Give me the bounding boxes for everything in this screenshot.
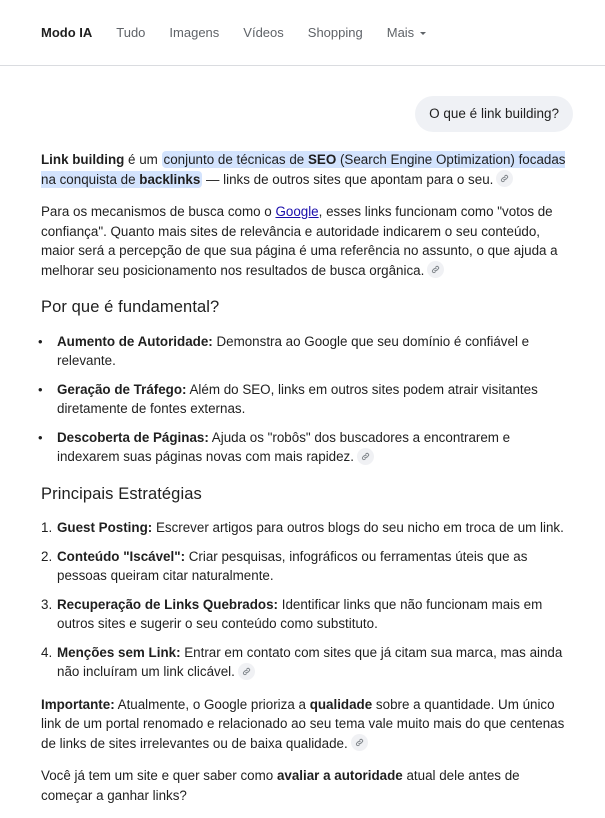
tab-videos[interactable]	[243, 23, 283, 43]
item-title: Conteúdo "Iscável":	[57, 548, 186, 564]
item-title: Recuperação de Links Quebrados:	[57, 596, 279, 612]
text: conjunto de técnicas de	[163, 152, 308, 167]
tab-shopping[interactable]	[308, 23, 363, 43]
tab-imagens[interactable]	[169, 23, 219, 43]
text: é um	[124, 152, 162, 167]
item-text: Identificar links que não funcionam mais em outros sites e sugerir o seu conteúdo como substituto.	[57, 596, 543, 631]
item-title: Descoberta de Páginas:	[57, 429, 209, 445]
item-text: Escrever artigos para outros blogs do seu nicho em troca de um link.	[152, 520, 564, 535]
list-item	[41, 518, 569, 538]
tab-label: Modo IA	[41, 25, 93, 40]
tab-mais[interactable]	[387, 23, 426, 43]
tab-label: Vídeos	[243, 25, 284, 40]
tab-tudo[interactable]	[116, 23, 145, 43]
item-number: 1.	[41, 520, 53, 535]
text-bold: SEO	[307, 152, 337, 167]
text-bold: avaliar a autoridade	[276, 768, 403, 783]
item-text: Criar pesquisas, infográficos ou ferramentas úteis que as pessoas queiram citar naturalmente.	[57, 548, 528, 583]
text: Atualmente, o Google prioriza a	[114, 696, 310, 712]
tab-modo-ia[interactable]	[41, 23, 92, 43]
followup-question	[41, 766, 569, 805]
item-number: 3.	[41, 596, 53, 612]
text: atual dele antes de começar a ganhar links?	[41, 768, 520, 803]
google-link[interactable]: Google	[275, 204, 319, 219]
list-item	[41, 547, 569, 586]
list-item	[38, 428, 569, 467]
tab-label: Mais	[386, 25, 415, 40]
intro-term: Link building	[41, 152, 125, 167]
user-message-row	[41, 96, 573, 132]
user-query-bubble: O que é link building?	[415, 96, 573, 132]
list-item	[38, 380, 569, 419]
item-text: Além do SEO, links em outros sites podem atrair visitantes diretamente de fontes externas.	[57, 381, 538, 416]
list-item	[38, 332, 569, 371]
ai-answer	[38, 150, 569, 805]
reasons-list	[38, 332, 569, 467]
citation-link-icon[interactable]	[351, 734, 368, 751]
section-heading-strategies: Principais Estratégias	[41, 484, 202, 503]
item-title: Aumento de Autoridade:	[57, 333, 213, 349]
item-title: Menções sem Link:	[57, 644, 181, 660]
item-text: Ajuda os "robôs" dos buscadores a encontrarem e indexarem suas páginas novas com mais rapidez.	[57, 429, 511, 464]
text: Para os mecanismos de busca como o	[41, 204, 276, 219]
text: (Search Engine Optimization) focadas na conquista de	[41, 152, 566, 187]
strategies-list	[41, 518, 569, 682]
note-label: Importante:	[41, 696, 115, 712]
text: sobre a quantidade. Um único link de um portal renomado e relacionado ao seu tema vale muito mais do que centenas de links de sites irrelevantes ou de baixa qualidade.	[41, 696, 565, 751]
bullet-icon: •	[38, 381, 43, 397]
tab-label: Imagens	[169, 25, 220, 40]
text-bold: backlinks	[139, 171, 201, 187]
bullet-icon: •	[38, 429, 43, 445]
tab-label: Tudo	[116, 25, 146, 40]
answer-intro	[41, 150, 569, 189]
item-title: Geração de Tráfego:	[57, 381, 187, 397]
citation-link-icon[interactable]	[357, 448, 374, 465]
item-number: 2.	[41, 548, 53, 564]
list-item	[41, 595, 569, 634]
text: — links de outros sites que apontam para o seu.	[202, 171, 494, 187]
caret-down-icon	[420, 32, 426, 35]
citation-link-icon[interactable]	[238, 663, 255, 680]
ai-mode-conversation	[38, 66, 569, 818]
item-title: Guest Posting:	[57, 520, 153, 535]
citation-link-icon[interactable]	[496, 170, 513, 187]
item-text: Demonstra ao Google que seu domínio é confiável e relevante.	[57, 333, 530, 368]
text-bold: qualidade	[309, 696, 373, 712]
citation-link-icon[interactable]	[427, 261, 444, 278]
answer-paragraph-2	[41, 202, 569, 280]
tab-label: Shopping	[307, 25, 363, 40]
text: , esses links funcionam como "votos de confiança". Quanto mais sites de relevância e autoridade indicarem o seu conteúdo, maior será a percepção de que sua página é uma referência no assunto, o que ajuda a melhorar seu posicionamento nos resultados de busca orgânica.	[41, 204, 558, 278]
text: Você já tem um site e quer saber como	[41, 768, 277, 783]
important-note	[41, 695, 569, 754]
item-number: 4.	[41, 644, 53, 660]
bullet-icon: •	[38, 333, 43, 349]
section-heading-fundamental: Por que é fundamental?	[41, 298, 220, 316]
search-mode-tabs	[0, 0, 605, 66]
list-item	[41, 643, 569, 682]
item-text: Entrar em contato com sites que já citam sua marca, mas ainda não incluíram um link clicável.	[57, 644, 563, 679]
